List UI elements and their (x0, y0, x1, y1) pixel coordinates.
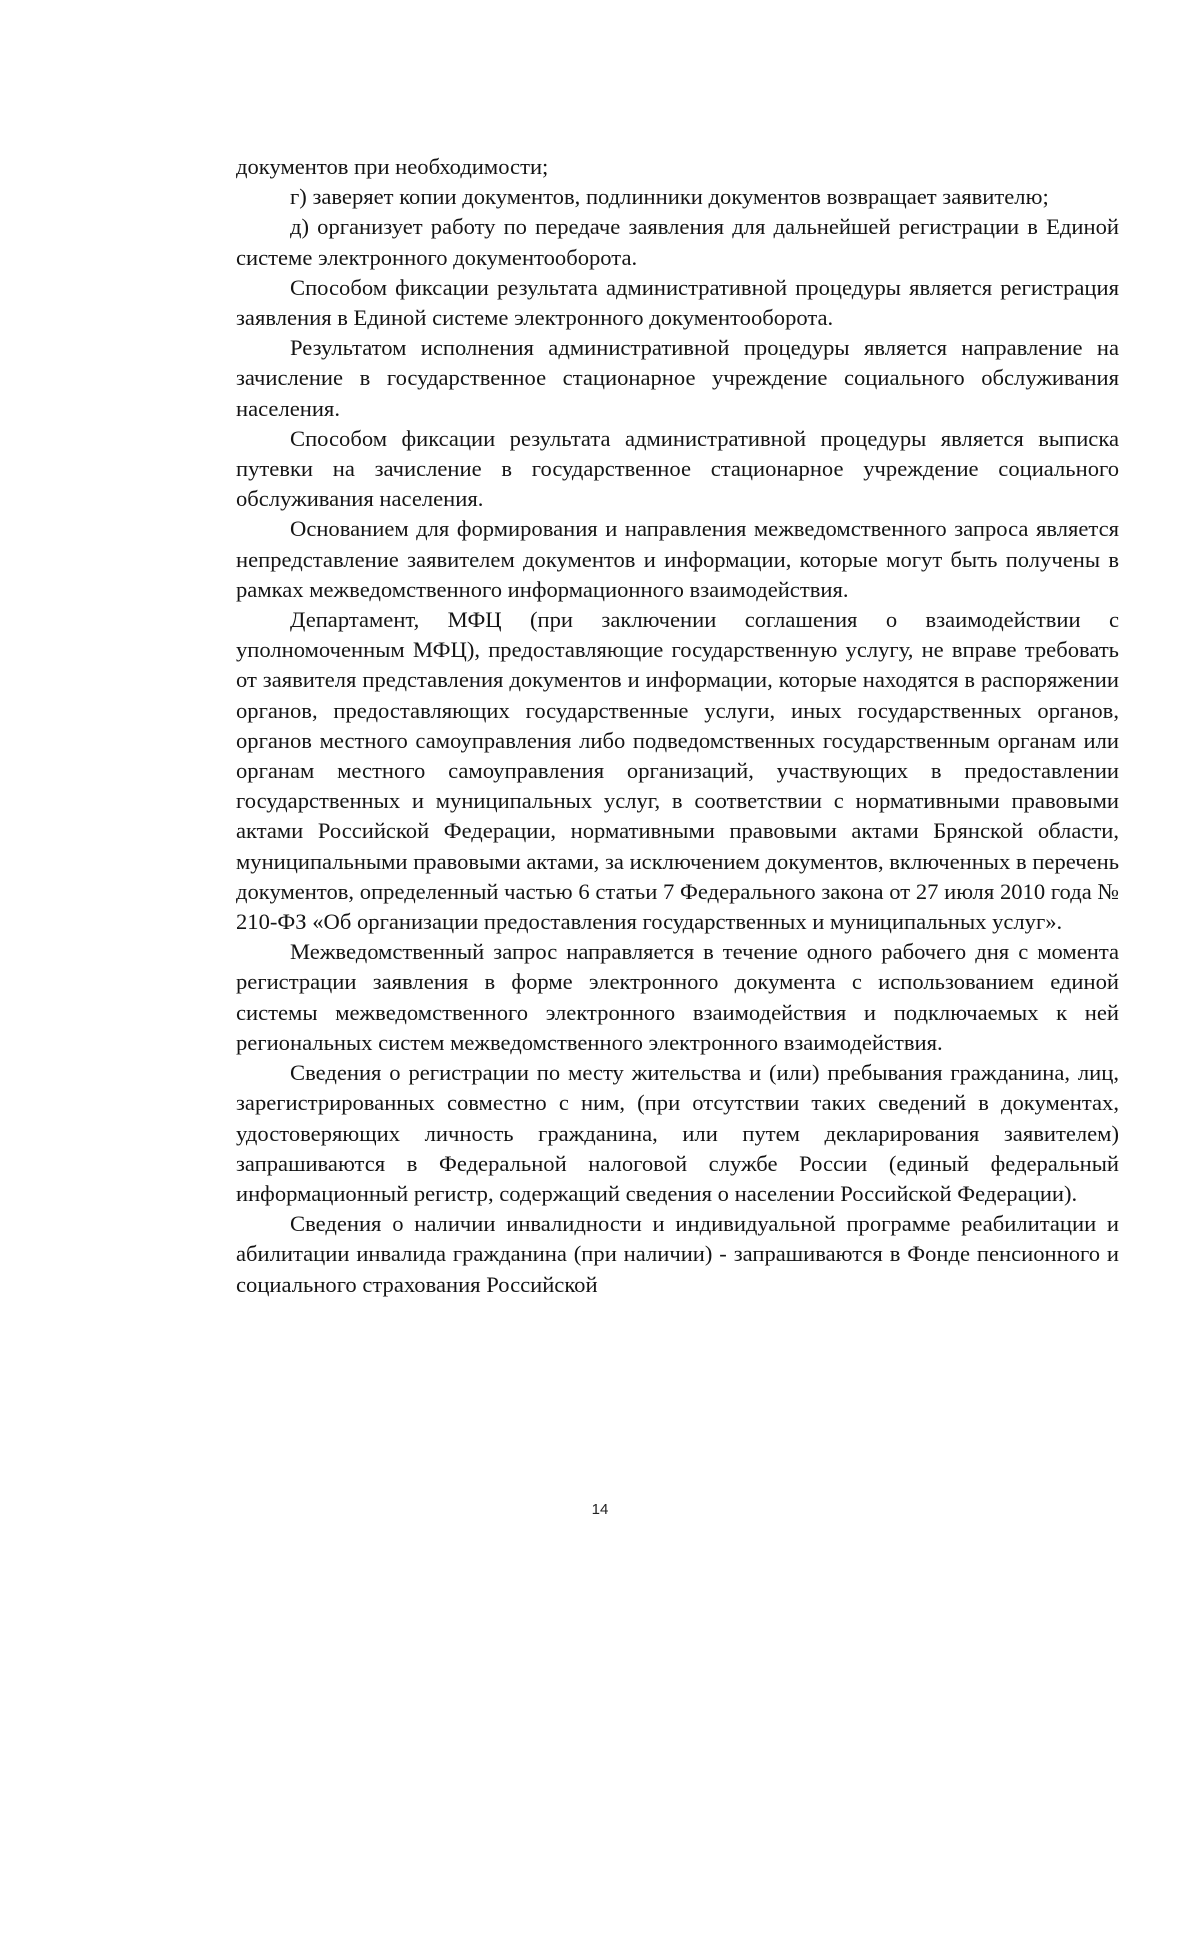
paragraph-item-d: д) организует работу по передаче заявления для дальнейшей регистрации в Единой системе электронного документооборота. (236, 214, 1119, 270)
paragraph-fixation-voucher: Способом фиксации результата административной процедуры является выписка путевки на зачисление в государственное стационарное учреждение социального обслуживания населения. (236, 425, 1119, 512)
paragraph-fixation-registration: Способом фиксации результата административной процедуры является регистрация заявления в Единой системе электронного документооборота. (236, 274, 1119, 331)
paragraph-registration-info: Сведения о регистрации по месту жительства и (или) пребывания гражданина, лиц, зарегистрированных совместно с ним, (при отсутствии таких сведений в документах, удостоверяющих личность гражданина, или путем декларирования заявителем) запрашиваются в Федеральной налоговой службе России (единый федеральный информационный регистр, содержащий сведения о населении Российской Федерации). (236, 1060, 1119, 1206)
paragraph-request-timing: Межведомственный запрос направляется в течение одного рабочего дня с момента регистрации заявления в форме электронного документа с использованием единой системы межведомственного электронного взаимодействия и подключаемых к ней региональных систем межведомственного электронного взаимодействия. (236, 939, 1119, 1055)
paragraph-item-g: г) заверяет копии документов, подлинники документов возвращает заявителю; (290, 184, 1049, 210)
page-number: 14 (591, 1501, 609, 1518)
document-body (236, 152, 1119, 1300)
paragraph-continuation: документов при необходимости; (236, 154, 549, 179)
paragraph-procedure-result: Результатом исполнения административной процедуры является направление на зачисление в государственное стационарное учреждение социального обслуживания населения. (236, 335, 1119, 421)
paragraph-disability-info: Сведения о наличии инвалидности и индивидуальной программе реабилитации и абилитации инвалида гражданина (при наличии) - запрашиваются в Фонде пенсионного и социального страхования Российской (236, 1211, 1119, 1297)
paragraph-request-basis: Основанием для формирования и направления межведомственного запроса является непредставление заявителем документов и информации, которые могут быть получены в рамках межведомственного информационного взаимодействия. (236, 516, 1119, 602)
paragraph-department-restrictions: Департамент, МФЦ (при заключении соглашения о взаимодействии с уполномоченным МФЦ), предоставляющие государственную услугу, не вправе требовать от заявителя представления документов и информации, которые находятся в распоряжении органов, предоставляющих государственные услуги, иных государственных органов, органов местного самоуправления либо подведомственных государственным органам или органам местного самоуправления организаций, участвующих в предоставлении государственных и муниципальных услуг, в соответствии с нормативными правовыми актами Российской Федерации, нормативными правовыми актами Брянской области, муниципальными правовыми актами, за исключением документов, включенных в перечень документов, определенный частью 6 статьи 7 Федерального закона от 27 июля 2010 года № 210-ФЗ «Об организации предоставления государственных и муниципальных услуг». (236, 607, 1119, 935)
